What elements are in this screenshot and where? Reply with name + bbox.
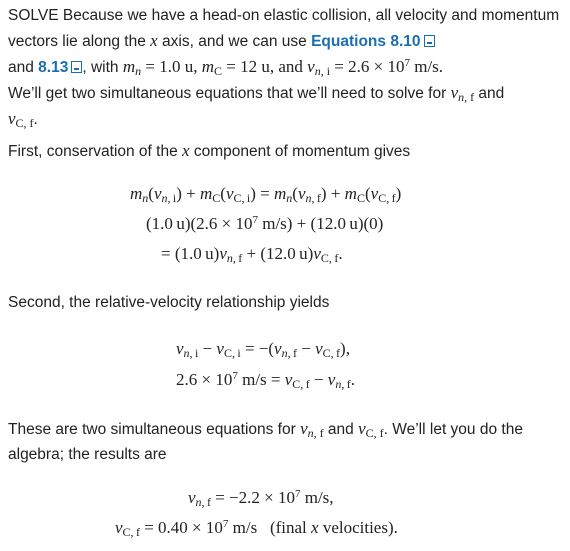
reference-icon[interactable] (424, 35, 435, 47)
momentum-eq-line3: = (1.0 $u)v_{n, f} + (12.0$ $u)v_{C, f}$. (161, 244, 343, 265)
relative-eq-line1: $v_{n, i} - v_{C, i} = -(v_{n, f} - v_{C, f})$, (176, 339, 350, 360)
solve-label: SOLVE (8, 7, 59, 24)
relative-eq-line2: $2.6 \times 10^7$ $m/s = v_{C, f} - v_{n, f}$. (176, 370, 355, 391)
reference-icon[interactable] (71, 61, 82, 73)
relative-intro: Second, the relative-velocity relationship yields (8, 294, 330, 311)
momentum-intro: First, conservation of the x component of momentum gives (8, 141, 411, 160)
result-line1: $v_{n, f} = -2.2 \times 10^7$ m/s, (188, 488, 334, 509)
equations-8-10-link[interactable]: Equations 8.10 (311, 33, 421, 50)
intro-paragraph: SOLVE Because we have a head-on elastic collision, all velocity and momentum vectors lie along the x axis, and we can use Equations 8.10 and 8.13 , with $m_n = 1.0$ u, $m_C = 12$ u, and $v_{n, i} = 2.6 \times 10^7$ m/s. We’ll get two simultaneous equations that we’ll need to solve for $v_{n, f}$ and $v_{C, f}$. (8, 7, 560, 130)
momentum-eq-line1: $m_n(v_{n, i}) + m_C(v_{C, i}) = m_n(v_{n, f}) + m_C(v_{C, f})$ (130, 184, 402, 205)
result-line2: $v_{C, f} = 0.40 \times 10^7$ m/s (final x velocities). (115, 518, 398, 539)
momentum-eq-line2: (1.0 $u)(2.6 \times 10^7$ m/s) + (12.0 u)(0) (146, 214, 384, 233)
closing-paragraph: These are two simultaneous equations for $v_{n, f}$ and $v_{C, f}$. We’ll let you do the algebra; the results are (8, 419, 523, 463)
equations-8-13-link[interactable]: 8.13 (38, 59, 69, 76)
